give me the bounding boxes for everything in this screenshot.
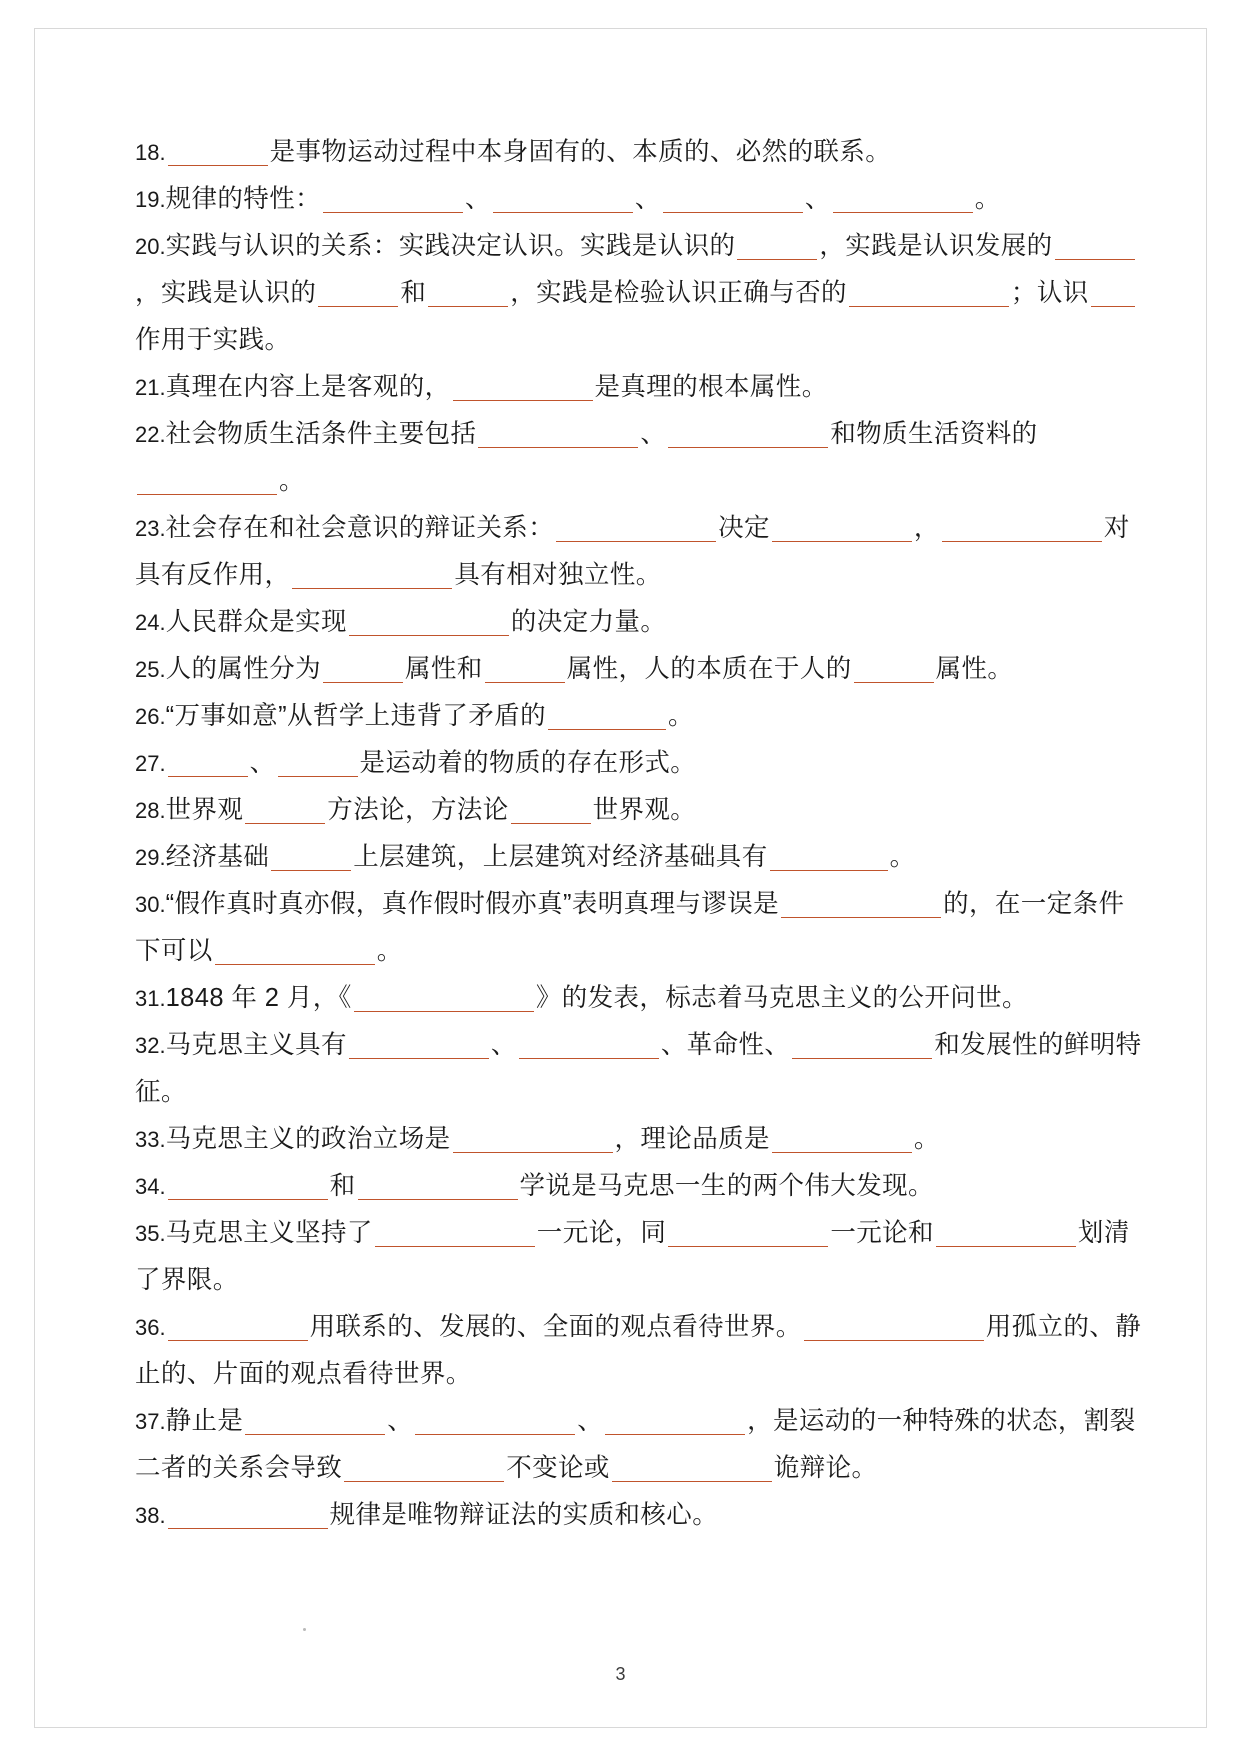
answer-blank[interactable] <box>318 280 398 307</box>
answer-blank[interactable] <box>668 1220 828 1247</box>
question-text: 、 <box>577 1407 604 1435</box>
question-number: 27. <box>135 751 166 776</box>
question-text: 。 <box>974 185 1001 213</box>
question-text: 诡辩论。 <box>773 1454 878 1482</box>
page-sheet <box>34 28 1207 1728</box>
question-text: 和 <box>329 1172 356 1200</box>
answer-blank[interactable] <box>375 1220 535 1247</box>
answer-blank[interactable] <box>354 985 534 1012</box>
question-line <box>135 1022 1150 1116</box>
question-number: 35. <box>135 1221 166 1246</box>
question-text: 、 <box>634 185 661 213</box>
question-text: 。 <box>279 467 305 495</box>
question-text: 、 <box>640 420 667 448</box>
question-text: 1848 年 2 月，《 <box>165 984 352 1012</box>
answer-blank[interactable] <box>137 468 277 495</box>
answer-blank[interactable] <box>168 750 248 777</box>
answer-blank[interactable] <box>485 656 565 683</box>
answer-blank[interactable] <box>1091 280 1135 307</box>
answer-blank[interactable] <box>358 1173 518 1200</box>
question-text: 实践与认识的关系：实践决定认识。实践是认识的 <box>165 232 736 260</box>
question-line <box>135 1492 1150 1539</box>
question-line <box>135 129 1150 176</box>
question-text: 是事物运动过程中本身固有的、本质的、必然的联系。 <box>269 138 892 166</box>
question-text: 经济基础 <box>165 843 270 871</box>
answer-blank[interactable] <box>168 1314 308 1341</box>
answer-blank[interactable] <box>278 750 358 777</box>
question-line <box>135 740 1150 787</box>
answer-blank[interactable] <box>168 139 268 166</box>
answer-blank[interactable] <box>349 1032 489 1059</box>
question-text: 用孤立的、静止的、片面的观点看待世界。 <box>135 1313 1142 1388</box>
answer-blank[interactable] <box>323 656 403 683</box>
answer-blank[interactable] <box>323 186 463 213</box>
answer-blank[interactable] <box>833 186 973 213</box>
question-line <box>135 176 1150 223</box>
question-text: ，理论品质是 <box>614 1125 770 1153</box>
answer-blank[interactable] <box>271 844 351 871</box>
question-text: 、 <box>465 185 491 213</box>
question-number: 21. <box>135 375 166 400</box>
question-number: 36. <box>135 1315 166 1340</box>
question-line <box>135 505 1150 599</box>
question-text: 。 <box>913 1125 940 1153</box>
question-number: 28. <box>135 798 166 823</box>
question-text: 马克思主义具有 <box>165 1031 347 1059</box>
question-number: 19. <box>135 187 166 212</box>
question-text: 和发展性的鲜明特征。 <box>135 1031 1142 1106</box>
answer-blank[interactable] <box>854 656 934 683</box>
answer-blank[interactable] <box>612 1455 772 1482</box>
question-line <box>135 1210 1150 1304</box>
answer-blank[interactable] <box>770 844 888 871</box>
answer-blank[interactable] <box>478 421 638 448</box>
question-line <box>135 1163 1150 1210</box>
answer-blank[interactable] <box>511 797 591 824</box>
question-text: 、 <box>490 1031 517 1059</box>
page-number: 3 <box>615 1664 626 1684</box>
question-line <box>135 1304 1150 1398</box>
question-text: 、 <box>804 185 831 213</box>
question-text: 的决定力量。 <box>510 608 667 636</box>
question-text: ， <box>913 514 940 542</box>
answer-blank[interactable] <box>415 1408 575 1435</box>
question-line <box>135 693 1150 740</box>
question-text: 规律是唯物辩证法的实质和核心。 <box>329 1501 719 1529</box>
question-text: 马克思主义坚持了 <box>165 1219 373 1247</box>
answer-blank[interactable] <box>668 421 828 448</box>
question-number: 32. <box>135 1033 166 1058</box>
question-text: 一元论，同 <box>536 1219 667 1247</box>
question-text: 。 <box>667 702 694 730</box>
question-text: 具有相对独立性。 <box>454 561 662 589</box>
answer-blank[interactable] <box>168 1502 328 1529</box>
question-number: 37. <box>135 1409 166 1434</box>
question-text: 学说是马克思一生的两个伟大发现。 <box>519 1172 934 1200</box>
answer-blank[interactable] <box>772 515 912 542</box>
question-number: 38. <box>135 1503 166 1528</box>
answer-blank[interactable] <box>245 1408 385 1435</box>
page-footer <box>35 1664 1206 1685</box>
answer-blank[interactable] <box>605 1408 745 1435</box>
question-line <box>135 599 1150 646</box>
answer-blank[interactable] <box>772 1126 912 1153</box>
question-text: ，实践是认识的 <box>135 279 317 307</box>
question-text: “万事如意”从哲学上违背了矛盾的 <box>165 702 546 730</box>
question-text: 和物质生活资料的 <box>830 420 1038 448</box>
question-text: 作用于实践。 <box>135 326 291 354</box>
question-text: 规律的特性： <box>165 185 321 213</box>
question-text: 属性。 <box>935 655 1014 683</box>
question-text: 。 <box>376 937 403 965</box>
question-text: 对具有反作用， <box>135 514 1130 589</box>
question-text: 真理在内容上是客观的， <box>165 373 451 401</box>
question-text: 、 <box>387 1407 414 1435</box>
question-text: 。 <box>889 843 916 871</box>
question-line <box>135 1116 1150 1163</box>
answer-blank[interactable] <box>663 186 803 213</box>
question-text: 世界观 <box>165 796 244 824</box>
question-text: ，实践是认识发展的 <box>819 232 1053 260</box>
question-text: 方法论，方法论 <box>327 796 509 824</box>
question-text: 马克思主义的政治立场是 <box>165 1125 451 1153</box>
question-text: 属性，人的本质在于人的 <box>566 655 852 683</box>
question-number: 33. <box>135 1127 166 1152</box>
question-text: 属性和 <box>405 655 483 683</box>
question-text: 社会存在和社会意识的辩证关系： <box>165 514 555 542</box>
question-text: 、革命性、 <box>660 1031 791 1059</box>
answer-blank[interactable] <box>548 703 666 730</box>
question-line <box>135 364 1150 411</box>
answer-blank[interactable] <box>493 186 633 213</box>
question-number: 25. <box>135 657 166 682</box>
scan-speck <box>303 1628 306 1631</box>
question-text: ，实践是检验认识正确与否的 <box>510 279 847 307</box>
answer-blank[interactable] <box>556 515 716 542</box>
answer-blank[interactable] <box>936 1220 1076 1247</box>
question-text: 社会物质生活条件主要包括 <box>165 420 477 448</box>
question-number: 18. <box>135 140 166 165</box>
question-text: 》的发表，标志着马克思主义的公开问世。 <box>535 984 1028 1012</box>
question-line <box>135 1398 1150 1492</box>
question-text: 是真理的根本属性。 <box>594 373 828 401</box>
question-number: 23. <box>135 516 166 541</box>
answer-blank[interactable] <box>453 374 593 401</box>
question-number: 20. <box>135 234 166 259</box>
answer-blank[interactable] <box>349 609 509 636</box>
answer-blank[interactable] <box>942 515 1102 542</box>
question-text: 不变论或 <box>506 1454 610 1482</box>
answer-blank[interactable] <box>1055 233 1135 260</box>
question-line <box>135 411 1150 505</box>
question-number: 31. <box>135 986 166 1011</box>
question-text: 是运动着的物质的存在形式。 <box>359 749 697 777</box>
question-line <box>135 787 1150 834</box>
answer-blank[interactable] <box>804 1314 984 1341</box>
answer-blank[interactable] <box>849 280 1009 307</box>
question-text: ；认识 <box>1010 279 1089 307</box>
question-number: 29. <box>135 845 166 870</box>
question-text: 静止是 <box>165 1407 244 1435</box>
answer-blank[interactable] <box>344 1455 504 1482</box>
fill-in-the-blank-question-list <box>135 129 1150 1539</box>
question-text: “假作真时真亦假，真作假时假亦真”表明真理与谬误是 <box>165 890 780 918</box>
question-text: 世界观。 <box>592 796 697 824</box>
question-line <box>135 223 1150 364</box>
question-line <box>135 975 1150 1022</box>
question-line <box>135 881 1150 975</box>
question-text: 、 <box>249 749 276 777</box>
question-text: 和 <box>400 279 427 307</box>
question-text: 用联系的、发展的、全面的观点看待世界。 <box>309 1313 802 1341</box>
question-number: 34. <box>135 1174 166 1199</box>
question-text: 人的属性分为 <box>165 655 321 683</box>
answer-blank[interactable] <box>245 797 325 824</box>
question-line <box>135 834 1150 881</box>
question-line <box>135 646 1150 693</box>
question-number: 30. <box>135 892 166 917</box>
answer-blank[interactable] <box>428 280 508 307</box>
answer-blank[interactable] <box>453 1126 613 1153</box>
question-text: 划清了界限。 <box>135 1219 1130 1294</box>
question-text: 一元论和 <box>830 1219 934 1247</box>
question-number: 26. <box>135 704 166 729</box>
answer-blank[interactable] <box>737 233 817 260</box>
answer-blank[interactable] <box>519 1032 659 1059</box>
question-text: ，是运动的一种特殊的状态，割裂二者的关系会导致 <box>135 1407 1136 1482</box>
answer-blank[interactable] <box>215 938 375 965</box>
question-number: 22. <box>135 422 166 447</box>
question-text: 的，在一定条件下可以 <box>135 890 1125 965</box>
answer-blank[interactable] <box>168 1173 328 1200</box>
answer-blank[interactable] <box>292 562 452 589</box>
question-number: 24. <box>135 610 166 635</box>
answer-blank[interactable] <box>792 1032 932 1059</box>
question-text: 决定 <box>718 514 770 542</box>
answer-blank[interactable] <box>781 891 941 918</box>
question-text: 人民群众是实现 <box>165 608 347 636</box>
question-text: 上层建筑，上层建筑对经济基础具有 <box>353 843 768 871</box>
